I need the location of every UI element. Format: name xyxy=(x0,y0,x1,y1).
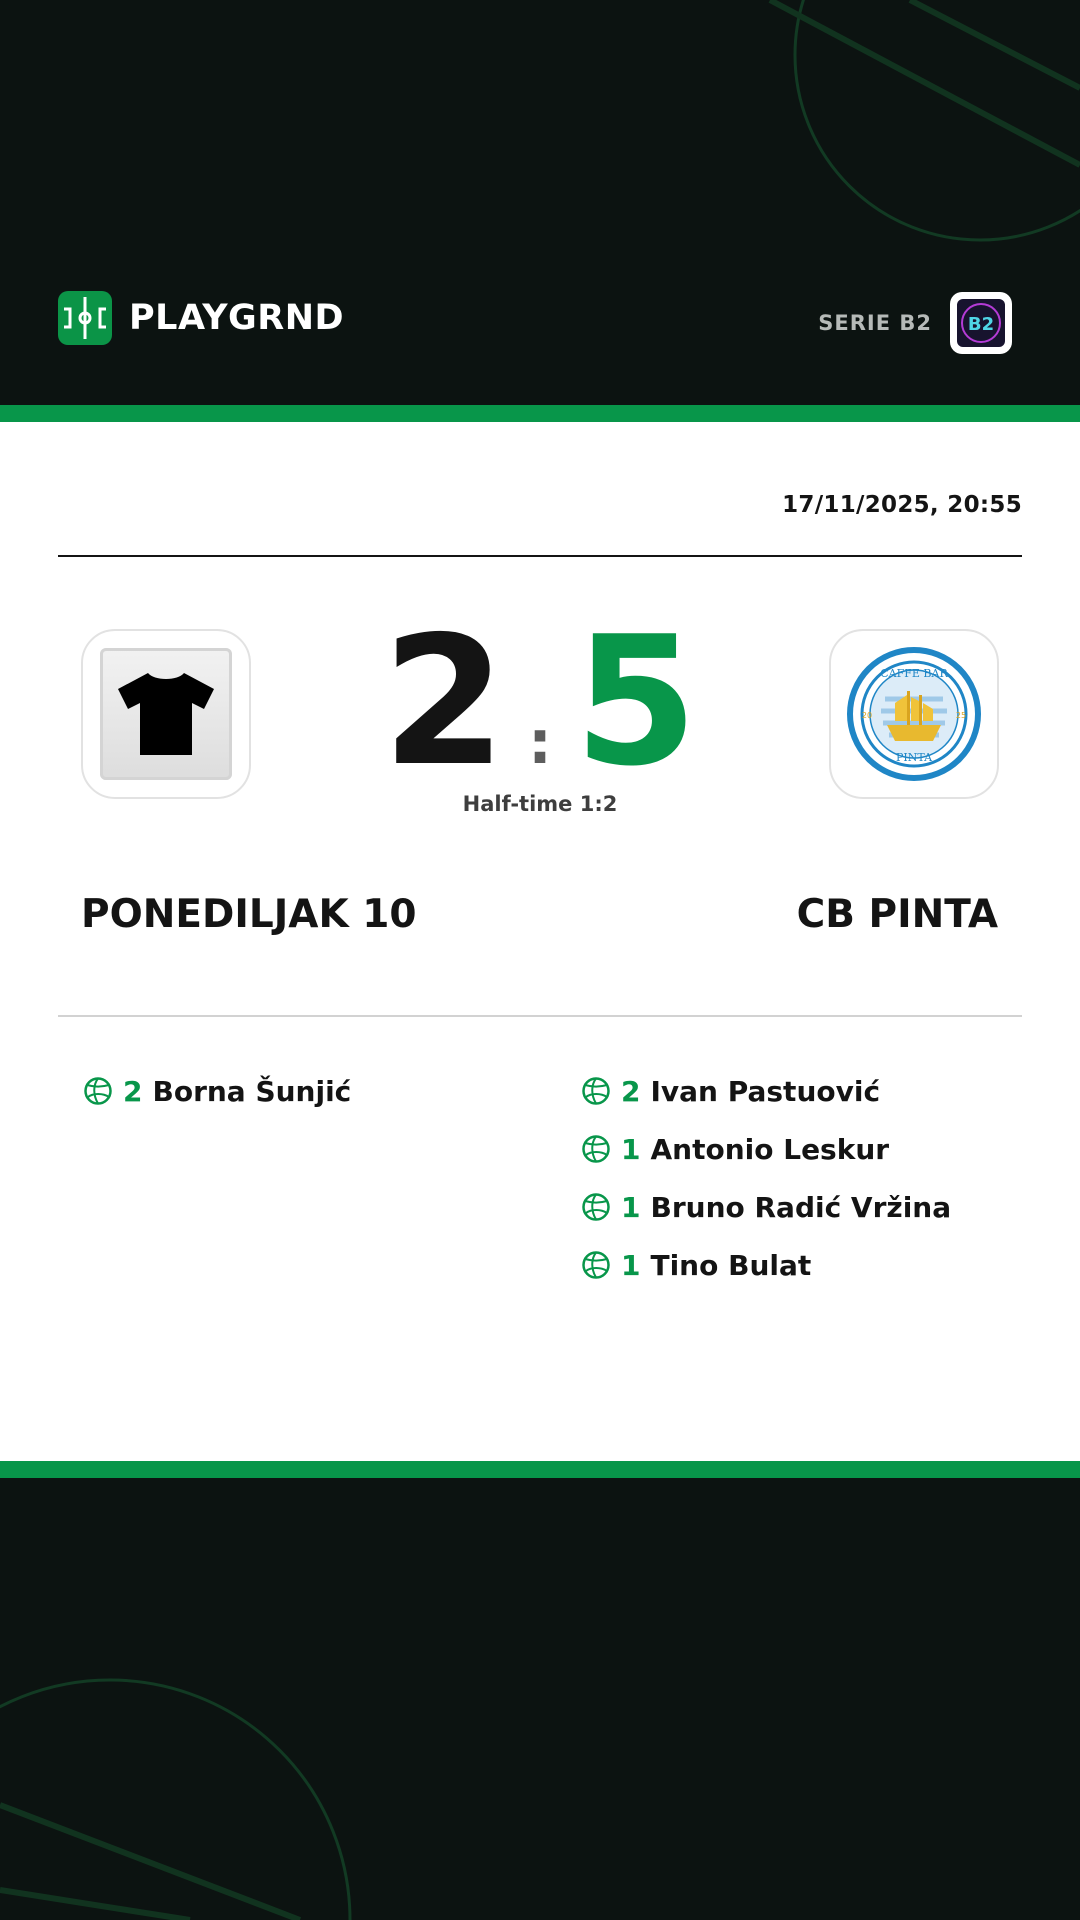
bottom-accent-stripe xyxy=(0,1461,1080,1478)
divider xyxy=(58,1015,1022,1017)
match-card xyxy=(0,422,1080,1461)
ball-icon xyxy=(581,1134,611,1164)
scorer-item xyxy=(581,1062,951,1120)
scorer-goals: 1 xyxy=(621,1132,641,1166)
away-team-name: CB PINTA xyxy=(796,892,998,937)
match-datetime: 17/11/2025, 20:55 xyxy=(782,492,1022,518)
top-accent-stripe xyxy=(0,405,1080,422)
score-separator: : xyxy=(528,708,552,778)
scorer-name: Ivan Pastuović xyxy=(650,1074,881,1108)
scorer-name: Borna Šunjić xyxy=(152,1074,352,1108)
ball-icon xyxy=(581,1076,611,1106)
scorer-goals: 2 xyxy=(621,1074,641,1108)
league xyxy=(818,292,1012,354)
pitch-icon xyxy=(58,291,112,345)
league-name: SERIE B2 xyxy=(818,311,932,335)
league-badge xyxy=(950,292,1012,354)
background-pitch-lines-bottom xyxy=(0,1478,1080,1920)
ball-icon xyxy=(581,1192,611,1222)
scorer-name: Bruno Radić Vržina xyxy=(650,1190,952,1224)
scorer-item xyxy=(581,1236,951,1294)
scorer-name: Antonio Leskur xyxy=(650,1132,890,1166)
away-team-logo xyxy=(829,629,999,799)
scorer-item xyxy=(83,1062,351,1120)
scorer-goals: 2 xyxy=(123,1074,143,1108)
ball-icon xyxy=(581,1250,611,1280)
scorer-name: Tino Bulat xyxy=(650,1248,812,1282)
halftime-score: Half-time 1:2 xyxy=(462,792,618,816)
league-badge-logo xyxy=(957,299,1005,347)
divider xyxy=(58,555,1022,557)
brand-name: PLAYGRND xyxy=(129,298,345,338)
home-scorers-list xyxy=(83,1062,351,1120)
away-scorers-list xyxy=(581,1062,951,1294)
away-logo-bottom-text: PINTA xyxy=(895,751,933,764)
home-team-name: PONEDILJAK 10 xyxy=(81,892,417,937)
scorer-item xyxy=(581,1120,951,1178)
away-logo-right-text: 25 xyxy=(955,711,967,720)
away-score: 5 xyxy=(574,598,698,805)
away-logo-left-text: 20 xyxy=(861,711,873,720)
ball-icon xyxy=(83,1076,113,1106)
brand xyxy=(58,291,344,345)
scorer-goals: 1 xyxy=(621,1190,641,1224)
away-logo-top-text: CAFFE BAR xyxy=(880,667,948,680)
home-score: 2 xyxy=(382,598,506,805)
league-badge-text: B2 xyxy=(967,314,995,335)
scorer-item xyxy=(581,1178,951,1236)
scorer-goals: 1 xyxy=(621,1248,641,1282)
